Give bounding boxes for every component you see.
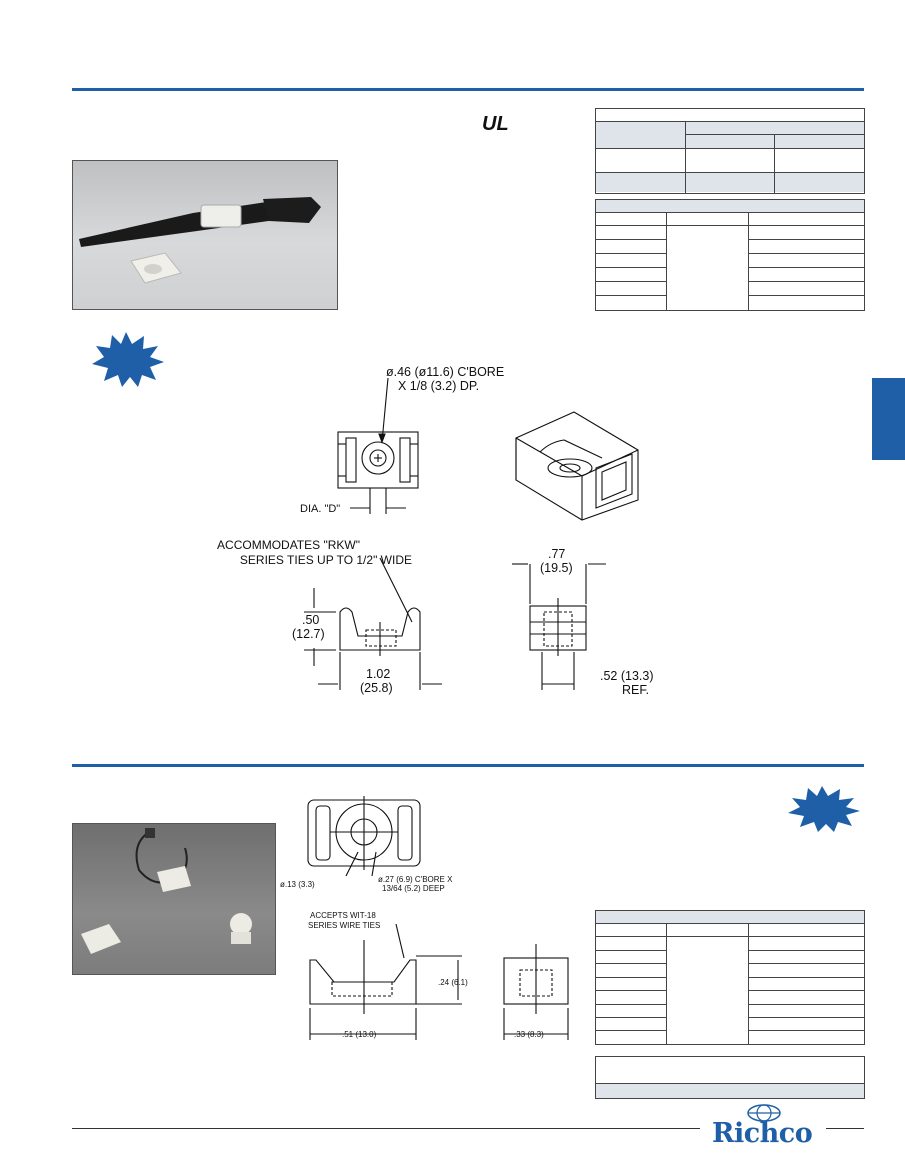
svg-text:ø.46 (ø11.6) C'BORE: ø.46 (ø11.6) C'BORE <box>386 365 505 379</box>
spec-table-1 <box>595 108 865 194</box>
svg-text:REF.: REF. <box>622 683 650 697</box>
ul-recognized-icon <box>478 110 520 140</box>
svg-text:ø.27 (6.9) C'BORE X: ø.27 (6.9) C'BORE X <box>378 875 453 884</box>
svg-text:1.02: 1.02 <box>366 667 391 681</box>
spec-table-3 <box>595 910 865 1045</box>
new-starburst-icon <box>782 784 862 834</box>
svg-text:ACCOMMODATES "RKW": ACCOMMODATES "RKW" <box>217 538 360 552</box>
svg-text:ø.13 (3.3): ø.13 (3.3) <box>280 880 315 889</box>
svg-text:.52 (13.3): .52 (13.3) <box>600 669 654 683</box>
svg-text:.24 (6.1): .24 (6.1) <box>438 978 468 987</box>
section-divider-middle <box>72 764 864 767</box>
svg-text:SERIES WIRE TIES: SERIES WIRE TIES <box>308 921 381 930</box>
svg-text:X 1/8 (3.2) DP.: X 1/8 (3.2) DP. <box>398 379 480 393</box>
svg-text:UL: UL <box>482 113 509 135</box>
svg-text:(25.8): (25.8) <box>360 681 393 695</box>
svg-text:.77: .77 <box>548 547 566 561</box>
svg-text:.50: .50 <box>302 613 320 627</box>
footer-rule <box>72 1128 700 1129</box>
product-photo-small-mount <box>72 823 276 975</box>
section-tab-marker <box>872 378 905 460</box>
svg-text:(12.7): (12.7) <box>292 627 325 641</box>
svg-text:ACCEPTS WIT-18: ACCEPTS WIT-18 <box>310 911 376 920</box>
svg-text:SERIES TIES UP TO 1/2" WIDE: SERIES TIES UP TO 1/2" WIDE <box>239 553 412 567</box>
product-photo-mount-with-tie <box>72 160 338 310</box>
svg-text:.51 (13.0): .51 (13.0) <box>342 1030 377 1039</box>
spec-table-2 <box>595 199 865 311</box>
mount-drawings-upper <box>150 360 690 705</box>
richco-logo: Richco <box>712 1118 813 1149</box>
footer-rule-right <box>826 1128 864 1129</box>
svg-text:DIA. "D": DIA. "D" <box>300 503 341 515</box>
svg-text:13/64 (5.2) DEEP: 13/64 (5.2) DEEP <box>382 884 445 893</box>
spec-table-4 <box>595 1056 865 1099</box>
section-divider-top <box>72 88 864 91</box>
svg-text:(19.5): (19.5) <box>540 561 573 575</box>
mount-drawings-lower <box>280 790 600 1050</box>
svg-text:.33 (8.3): .33 (8.3) <box>514 1030 544 1039</box>
